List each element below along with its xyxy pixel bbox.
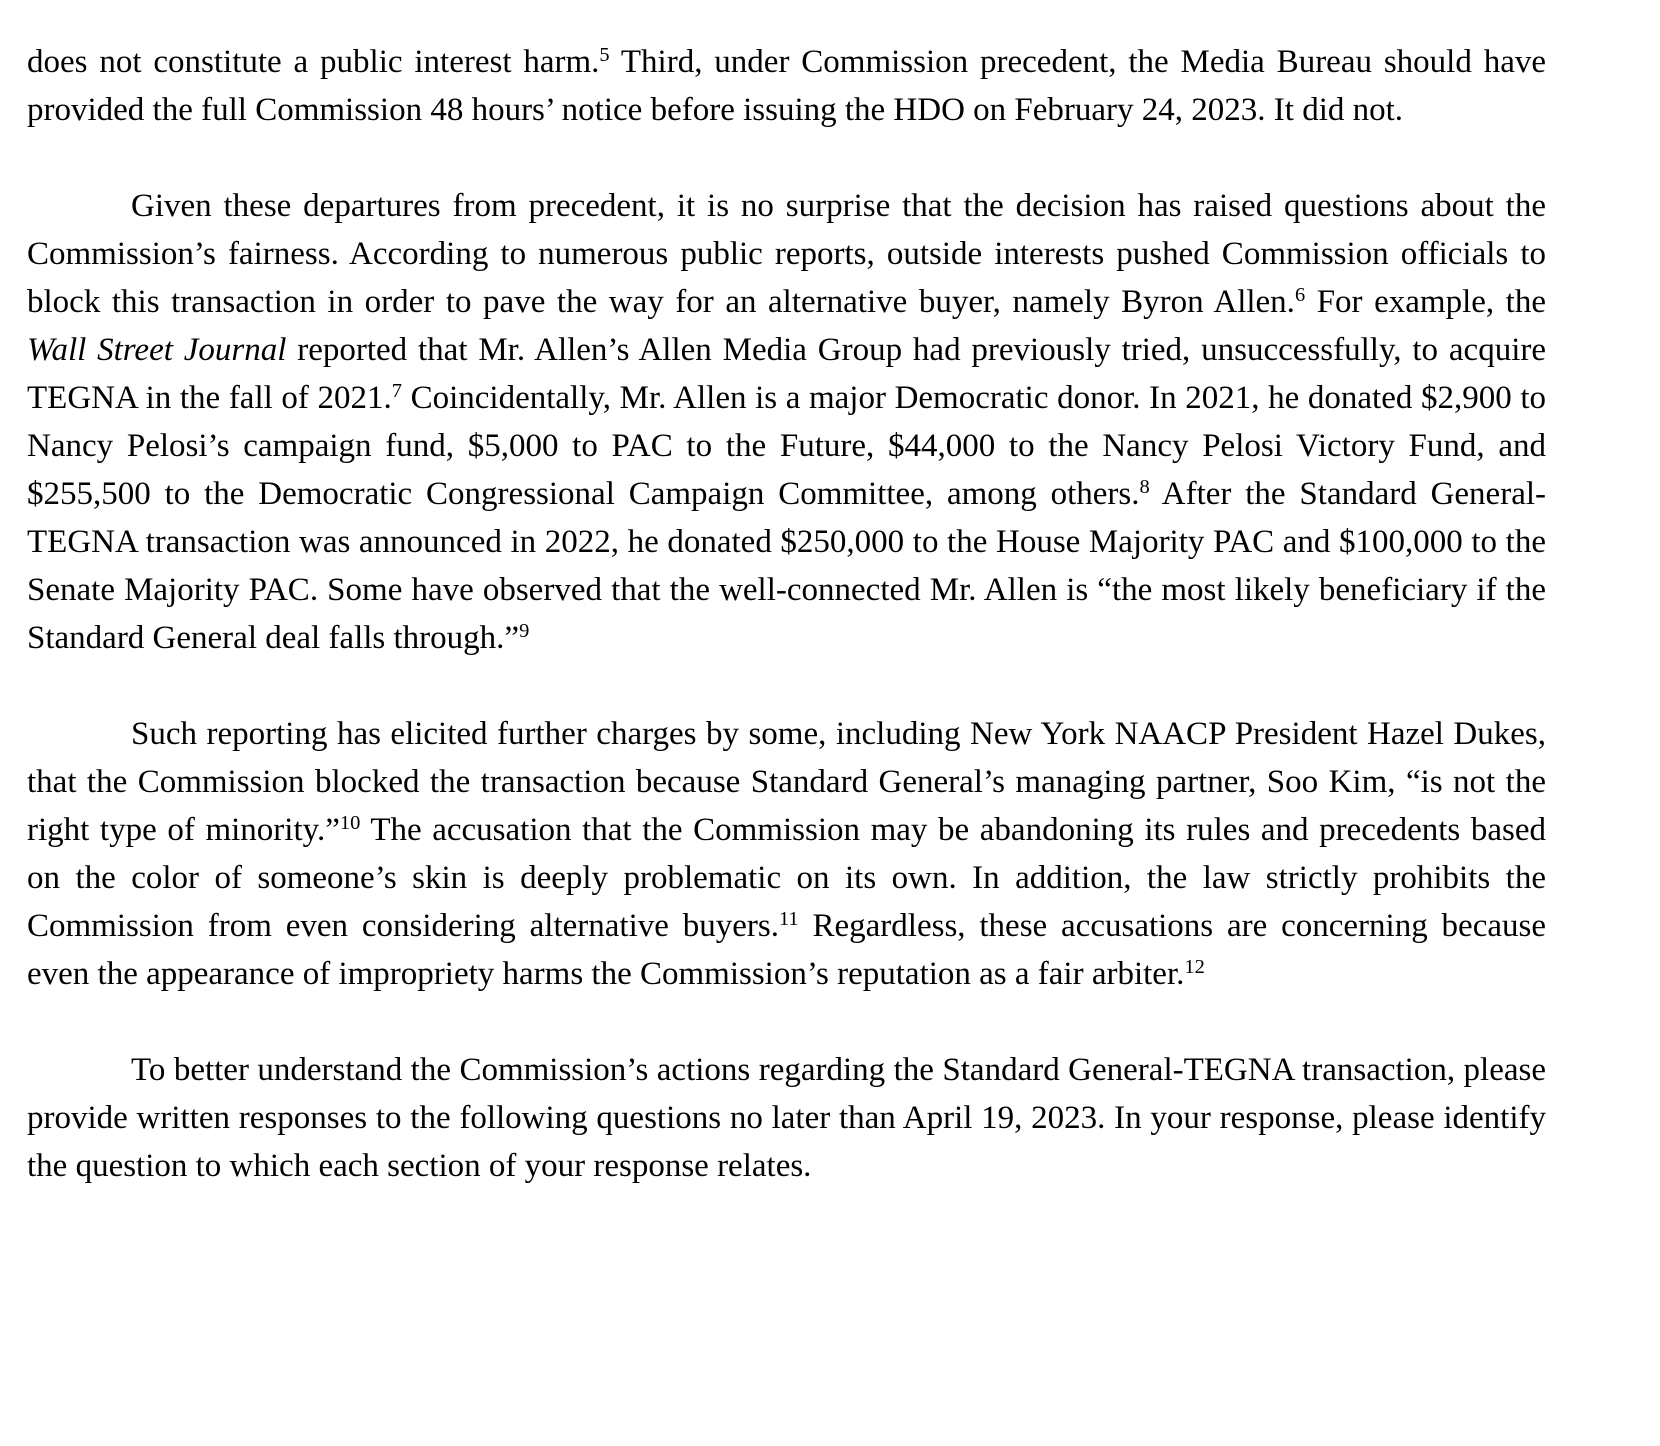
text-run: Given these departures from precedent, it is no surprise that the decision has raised questions about the Commission’s fairness. According to numerous public reports, outside interests pushed Commission officials to block this transaction in order to pave the way for an alternative buyer, namely Byron Allen. (27, 188, 1546, 320)
footnote-reference: 7 (391, 379, 402, 402)
text-run: For example, the (1305, 284, 1547, 320)
footnote-reference: 11 (778, 907, 799, 930)
paragraph (27, 182, 1546, 662)
paragraph (27, 1046, 1546, 1190)
footnote-reference: 5 (599, 43, 610, 66)
footnote-reference: 9 (519, 619, 530, 642)
text-run: After the Standard General-TEGNA transaction was announced in 2022, he donated $250,000 to the House Majority PAC and $100,000 to the Senate Majority PAC. Some have observed that the well-connected Mr. Allen is “the most likely beneficiary if the Standard General deal falls through.” (27, 476, 1546, 656)
footnote-reference: 12 (1184, 955, 1205, 978)
text-run: Regardless, these accusations are concerning because even the appearance of impropriety harms the Commission’s reputation as a fair arbiter. (27, 908, 1546, 992)
text-run: To better understand the Commission’s actions regarding the Standard General-TEGNA transaction, please provide written responses to the following questions no later than April 19, 2023. In your response, please identify the question to which each section of your response relates. (27, 1052, 1546, 1184)
text-run: Coincidentally, Mr. Allen is a major Democratic donor. In 2021, he donated $2,900 to Nancy Pelosi’s campaign fund, $5,000 to PAC to the Future, $44,000 to the Nancy Pelosi Victory Fund, and $255,500 to the Democratic Congressional Campaign Committee, among others. (27, 380, 1546, 512)
footnote-reference: 6 (1294, 283, 1306, 306)
footnote-reference: 8 (1139, 475, 1150, 498)
footnote-reference: 10 (339, 811, 361, 834)
text-run: does not constitute a public interest harm. (27, 44, 600, 80)
paragraph (27, 710, 1546, 998)
document-body (27, 38, 1546, 1190)
paragraph (27, 38, 1546, 134)
text-run: The accusation that the Commission may be abandoning its rules and precedents based on the color of someone’s skin is deeply problematic on its own. In addition, the law strictly prohibits the Commission from even considering alternative buyers. (27, 812, 1546, 944)
text-run: reported that Mr. Allen’s Allen Media Group had previously tried, unsuccessfully, to acquire TEGNA in the fall of 2021. (27, 332, 1546, 416)
text-run: Third, under Commission precedent, the Media Bureau should have provided the full Commission 48 hours’ notice before issuing the HDO on February 24, 2023. It did not. (27, 44, 1546, 128)
italic-text-run: Wall Street Journal (27, 332, 287, 368)
text-run: Such reporting has elicited further charges by some, including New York NAACP President Hazel Dukes, that the Commission blocked the transaction because Standard General’s managing partner, Soo Kim, “is not the right type of minority.” (27, 716, 1546, 848)
